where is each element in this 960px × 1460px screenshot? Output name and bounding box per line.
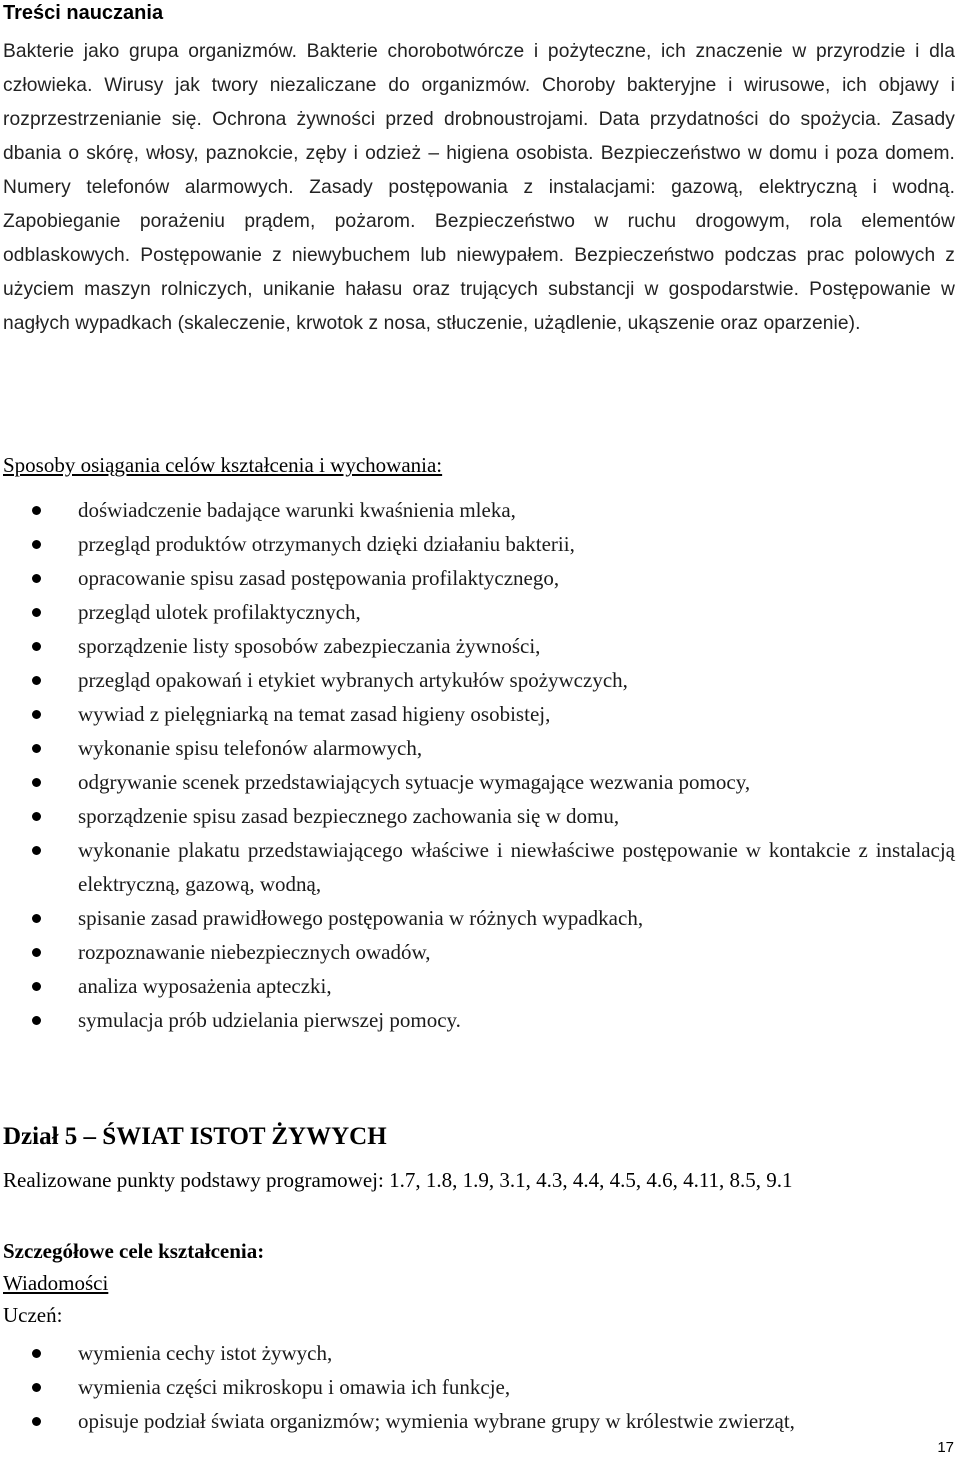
list-item-text: doświadczenie badające warunki kwaśnienia mleka, <box>78 498 516 522</box>
bullet-icon <box>32 1349 41 1358</box>
list-item <box>0 561 955 595</box>
bullet-icon <box>32 1417 41 1426</box>
section-title: Dział 5 – ŚWIAT ISTOT ŻYWYCH <box>3 1123 387 1150</box>
bullet-icon <box>32 642 41 651</box>
list-item <box>0 935 955 969</box>
bullet-icon <box>32 540 41 549</box>
bullet-icon <box>32 676 41 685</box>
bullet-icon <box>32 574 41 583</box>
list-item-text: opracowanie spisu zasad postępowania profilaktycznego, <box>78 566 560 590</box>
list-item <box>0 799 955 833</box>
list-item-text: opisuje podział świata organizmów; wymienia wybrane grupy w królestwie zwierząt, <box>78 1409 795 1433</box>
list-item <box>0 731 955 765</box>
list-item-text: wywiad z pielęgniarką na temat zasad higieny osobistej, <box>78 702 551 726</box>
list-item <box>0 1370 955 1404</box>
list-item-text: przegląd produktów otrzymanych dzięki działaniu bakterii, <box>78 532 575 556</box>
bullet-icon <box>32 506 41 515</box>
methods-list <box>0 493 955 1037</box>
bullet-icon <box>32 1016 41 1025</box>
bullet-icon <box>32 914 41 923</box>
bullet-icon <box>32 710 41 719</box>
bullet-icon <box>32 608 41 617</box>
goals-heading: Szczegółowe cele kształcenia: <box>3 1239 265 1263</box>
list-item-text: przegląd ulotek profilaktycznych, <box>78 600 361 624</box>
student-label: Uczeń: <box>3 1303 63 1327</box>
list-item <box>0 595 955 629</box>
list-item-text: spisanie zasad prawidłowego postępowania w różnych wypadkach, <box>78 906 644 930</box>
list-item <box>0 969 955 1003</box>
realized-points: Realizowane punkty podstawy programowej: 1.7, 1.8, 1.9, 3.1, 4.3, 4.4, 4.5, 4.6, 4.11, 8.5, 9.1 <box>3 1168 793 1192</box>
list-item-text: wymienia cechy istot żywych, <box>78 1341 333 1365</box>
bullet-icon <box>32 948 41 957</box>
list-item <box>0 629 955 663</box>
bullet-icon <box>32 1383 41 1392</box>
section-heading-tresci: Treści nauczania <box>3 2 164 24</box>
bullet-icon <box>32 812 41 821</box>
list-item-text: analiza wyposażenia apteczki, <box>78 974 332 998</box>
knowledge-label: Wiadomości <box>3 1271 109 1295</box>
list-item <box>0 1336 955 1370</box>
bullet-icon <box>32 744 41 753</box>
list-item-text: wykonanie spisu telefonów alarmowych, <box>78 736 423 760</box>
bullet-icon <box>32 982 41 991</box>
list-item-text: przegląd opakowań i etykiet wybranych artykułów spożywczych, <box>78 668 628 692</box>
methods-heading: Sposoby osiągania celów kształcenia i wychowania: <box>3 453 443 477</box>
list-item-text: symulacja prób udzielania pierwszej pomocy. <box>78 1008 461 1032</box>
list-item <box>0 1003 955 1037</box>
list-item <box>0 663 955 697</box>
list-item <box>0 1404 955 1438</box>
list-item-text: sporządzenie listy sposobów zabezpieczania żywności, <box>78 634 541 658</box>
page-number: 17 <box>937 1439 954 1456</box>
list-item <box>0 833 955 901</box>
list-item-text: rozpoznawanie niebezpiecznych owadów, <box>78 940 431 964</box>
content-paragraph: Bakterie jako grupa organizmów. Bakterie chorobotwórcze i pożyteczne, ich znaczenie w przyrodzie i dla człowieka. Wirusy jak twory niezaliczane do organizmów. Choroby bakteryjne i wirusowe, ich objawy i rozprzestrzenianie się. Ochrona żywności przed drobnoustrojami. Data przydatności do spożycia. Zasady dbania o skórę, włosy, paznokcie, zęby i odzież – higiena osobista. Bezpieczeństwo w domu i poza domem. Numery telefonów alarmowych. Zasady postępowania z instalacjami: gazową, elektryczną i wodną. Zapobieganie porażeniu prądem, pożarom. Bezpieczeństwo w ruchu drogowym, rola elementów odblaskowych. Postępowanie z niewybuchem lub niewypałem. Bezpieczeństwo podczas prac polowych z użyciem maszyn rolniczych, unikanie hałasu oraz trujących substancji w gospodarstwie. Postępowanie w nagłych wypadkach (skaleczenie, krwotok z nosa, stłuczenie, użądlenie, ukąszenie oraz oparzenie). <box>3 41 955 334</box>
list-item <box>0 493 955 527</box>
bullet-icon <box>32 846 41 855</box>
list-item-text: odgrywanie scenek przedstawiających sytuacje wymagające wezwania pomocy, <box>78 770 751 794</box>
list-item <box>0 697 955 731</box>
list-item <box>0 765 955 799</box>
list-item-text: wymienia części mikroskopu i omawia ich funkcje, <box>78 1375 511 1399</box>
goals-list <box>0 1336 955 1438</box>
list-item <box>0 901 955 935</box>
list-item-text: wykonanie plakatu przedstawiającego właściwe i niewłaściwe postępowanie w kontakcie z instalacją elektryczną, gazową, wodną, <box>78 838 955 896</box>
list-item <box>0 527 955 561</box>
list-item-text: sporządzenie spisu zasad bezpiecznego zachowania się w domu, <box>78 804 620 828</box>
bullet-icon <box>32 778 41 787</box>
